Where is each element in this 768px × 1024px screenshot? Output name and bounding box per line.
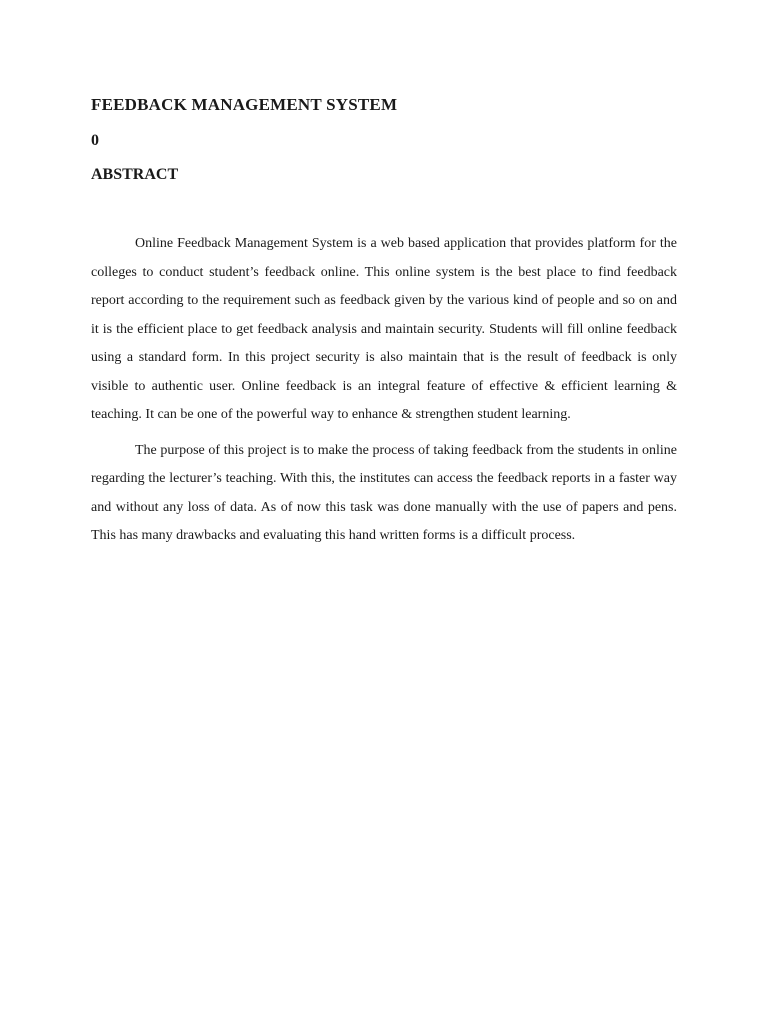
document-content [91, 92, 677, 551]
abstract-paragraph-2: The purpose of this project is to make the process of taking feedback from the students in online regarding the lecturer’s teaching. With this, the institutes can access the feedback reports in a faster way and without any loss of data. As of now this task was done manually with the use of papers and pens. This has many drawbacks and evaluating this hand written forms is a difficult process. [91, 442, 677, 543]
section-number: 0 [91, 132, 99, 149]
abstract-paragraph-1: Online Feedback Management System is a web based application that provides platform for the colleges to conduct student’s feedback online. This online system is the best place to find feedback report according to the requirement such as feedback given by the various kind of people and so on and it is the efficient place to get feedback analysis and maintain security. Students will fill online feedback using a standard form. In this project security is also maintain that is the result of feedback is only visible to authentic user. Online feedback is an integral feature of effective & efficient learning & teaching. It can be one of the powerful way to enhance & strengthen student learning. [91, 236, 677, 422]
document-title: FEEDBACK MANAGEMENT SYSTEM [91, 95, 398, 114]
abstract-heading: ABSTRACT [91, 166, 179, 183]
